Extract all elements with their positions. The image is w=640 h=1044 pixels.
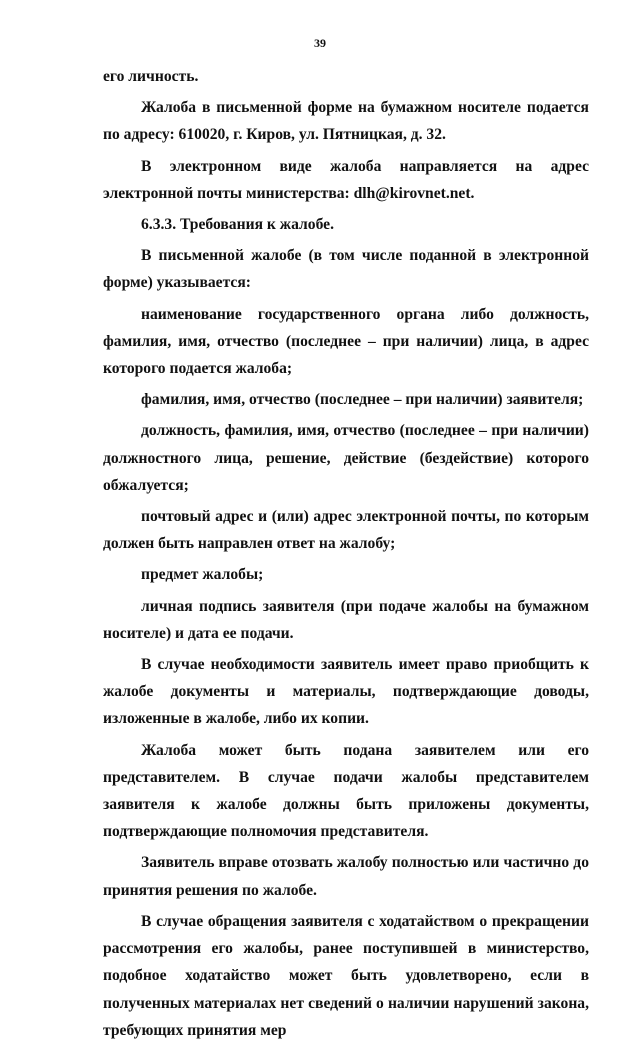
paragraph-termination-request: В случае обращения заявителя с ходатайством о прекращении рассмотрения его жалобы, ранее поступившей в министерство, подобное ходатайство может быть удовлетворено, если в полученных материалах нет сведений о наличии нарушений закона, требующих принятия мер <box>103 912 589 1039</box>
list-item-official: должность, фамилия, имя, отчество (последнее – при наличии) должностного лица, решение, действие (бездействие) которого обжалуется; <box>103 422 589 494</box>
paragraph-representative: Жалоба может быть подана заявителем или его представителем. В случае подачи жалобы представителем заявителя к жалобе должны быть приложены документы, подтверждающие полномочия представителя. <box>103 741 589 841</box>
paragraph-postal-address: Жалоба в письменной форме на бумажном носителе подается по адресу: 610020, г. Киров, ул. Пятницкая, д. 32. <box>103 99 589 144</box>
paragraph-requirements-intro: В письменной жалобе (в том числе поданной в электронной форме) указывается: <box>103 247 589 292</box>
list-item-reply-address: почтовый адрес и (или) адрес электронной почты, по которым должен быть направлен ответ на жалобу; <box>103 508 589 553</box>
list-item-subject: предмет жалобы; <box>141 566 264 584</box>
document-body <box>103 63 589 1044</box>
list-item-authority: наименование государственного органа либо должность, фамилия, имя, отчество (последнее – при наличии) лица, в адрес которого подается жалоба; <box>103 305 589 378</box>
list-item-signature: личная подпись заявителя (при подаче жалобы на бумажном носителе) и дата ее подачи. <box>103 597 589 642</box>
paragraph-continuation: его личность. <box>103 68 199 85</box>
page-number: 39 <box>314 36 326 50</box>
section-heading-6-3-3: 6.3.3. Требования к жалобе. <box>141 216 334 234</box>
list-item-applicant-name: фамилия, имя, отчество (последнее – при наличии) заявителя; <box>141 391 584 409</box>
paragraph-withdrawal: Заявитель вправе отозвать жалобу полностью или частично до принятия решения по жалобе. <box>103 854 589 899</box>
paragraph-attachments: В случае необходимости заявитель имеет право приобщить к жалобе документы и материалы, подтверждающие доводы, изложенные в жалобе, либо их копии. <box>103 656 589 728</box>
paragraph-email-address: В электронном виде жалоба направляется на адрес электронной почты министерства: dlh@kirovnet.net. <box>103 157 589 202</box>
